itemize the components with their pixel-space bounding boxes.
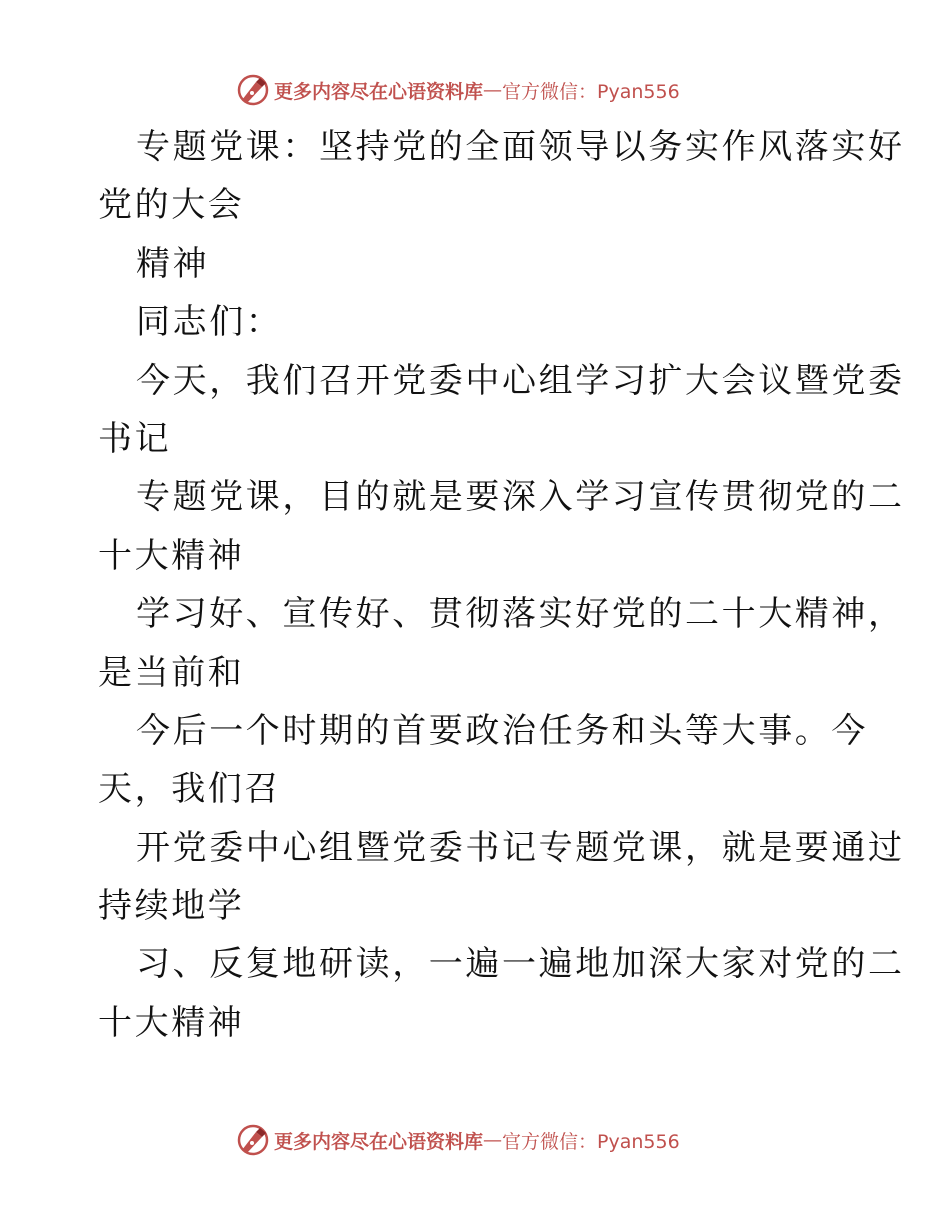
banner-separator: —: [483, 1129, 503, 1151]
pen-nib-logo-icon: [236, 73, 270, 107]
text-line: 精神: [136, 243, 210, 284]
text-line: 专题党课：坚持党的全面领导以务实作风落实好: [136, 127, 905, 167]
text-line: 今后一个时期的首要政治任务和头等大事。今: [136, 710, 868, 751]
text-line: 十大精神: [98, 535, 245, 576]
text-line: 天，我们召: [98, 769, 281, 810]
banner-wechat: 官方微信：Pyan556: [502, 1130, 680, 1153]
text-line: 十大精神: [98, 1002, 245, 1043]
text-line: 持续地学: [98, 886, 245, 927]
header-banner: [236, 72, 680, 108]
document-body: [98, 118, 905, 1052]
banner-text: 更多内容尽在心语资料库: [274, 80, 484, 103]
text-line: 开党委中心组暨党委书记专题党课，就是要通过: [136, 827, 905, 868]
text-line: 同志们：: [136, 302, 283, 343]
text-line: 党的大会: [98, 185, 245, 226]
text-line: 今天，我们召开党委中心组学习扩大会议暨党委: [136, 360, 905, 401]
banner-wechat: 官方微信：Pyan556: [502, 80, 680, 103]
text-line: 是当前和: [98, 652, 245, 693]
footer-banner: [236, 1122, 680, 1158]
text-line: 学习好、宣传好、贯彻落实好党的二十大精神，: [136, 594, 905, 635]
banner-text: 更多内容尽在心语资料库: [274, 1130, 484, 1153]
text-line: 专题党课，目的就是要深入学习宣传贯彻党的二: [136, 477, 905, 518]
text-line: 习、反复地研读，一遍一遍地加深大家对党的二: [136, 944, 905, 985]
pen-nib-logo-icon: [236, 1123, 270, 1157]
banner-separator: —: [483, 79, 503, 101]
text-line: 书记: [98, 418, 172, 459]
